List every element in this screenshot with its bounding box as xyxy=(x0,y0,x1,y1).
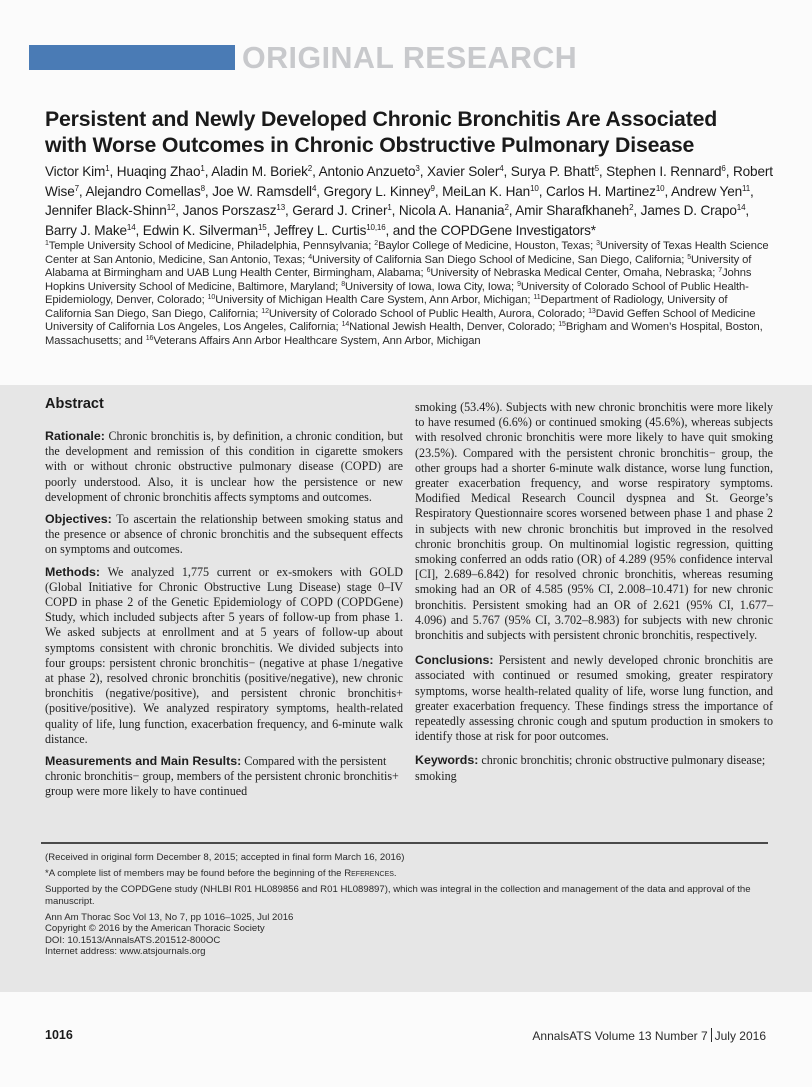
affiliation-number: 14 xyxy=(341,321,350,328)
issue-date: July 2016 xyxy=(714,1029,766,1043)
affiliation-text: University of Texas Health Science Center at San Antonio, Medicine, San Antonio, Texas; xyxy=(45,240,769,266)
affiliation-marker: 2 xyxy=(504,203,509,212)
affiliation-number: 12 xyxy=(261,307,269,315)
author-name: Janos Porszasz xyxy=(182,203,277,218)
affiliation-text: University of Colorado School of Public Health, Aurora, Colorado; xyxy=(268,307,586,320)
abstract-column-right xyxy=(415,400,773,791)
section-text: To ascertain the relationship between smoking status and the presence or absence of chronic bronchitis and the subsequent effects on symptoms and outcomes. xyxy=(45,512,404,557)
affiliation-text: David Geffen School of Medicine University of California Los Angeles, Los Angeles, California; xyxy=(45,307,756,333)
copyright-notice: Copyright © 2016 by the American Thoracic Society xyxy=(45,923,265,935)
author xyxy=(45,203,175,218)
affiliation-text: Brigham and Women’s Hospital, Boston, Massachusetts; and xyxy=(45,321,763,347)
article-title xyxy=(45,106,785,158)
author xyxy=(183,203,285,218)
affiliation-text: University of Alabama at Birmingham and UAB Lung Health Center, Birmingham, Alabama; xyxy=(45,253,752,279)
affiliation-marker: 1 xyxy=(200,164,205,173)
doi[interactable]: DOI: 10.1513/AnnalsATS.201512-800OC xyxy=(45,934,221,946)
author-name: Edwin K. Silverman xyxy=(142,222,258,238)
affiliation-marker: 11 xyxy=(742,183,751,193)
author-name: Joe W. Ramsdell xyxy=(212,183,312,199)
author xyxy=(212,184,316,199)
author-name: MeiLan K. Han xyxy=(442,183,531,199)
affiliation-marker: 15 xyxy=(257,222,267,232)
affiliation-marker: 5 xyxy=(594,164,599,173)
affiliation-text: University of Nebraska Medical Center, Omaha, Nebraska; xyxy=(430,267,716,279)
affiliation-text: University of Michigan Health Care System, Ann Arbor, Michigan; xyxy=(215,294,531,306)
author xyxy=(511,164,599,179)
affiliation-marker: 10 xyxy=(655,183,665,193)
author-name: Alejandro Comellas xyxy=(85,183,201,199)
affiliation-number: 13 xyxy=(588,307,596,315)
affiliation-marker: 2 xyxy=(307,164,313,173)
affiliation-text: National Jewish Health, Denver, Colorado; xyxy=(349,321,556,333)
author xyxy=(85,184,204,199)
running-footer xyxy=(532,1028,766,1043)
citation-block xyxy=(45,912,775,958)
affiliation xyxy=(45,240,371,252)
author-name: Robert Wise xyxy=(45,164,773,199)
section-label: Objectives: xyxy=(45,512,112,527)
affiliation-number: 7 xyxy=(718,267,723,274)
section-text: chronic bronchitis; chronic obstructive pulmonary disease; smoking xyxy=(415,753,766,783)
affiliation-marker: 4 xyxy=(311,183,317,193)
affiliation xyxy=(427,267,716,279)
author xyxy=(292,203,391,218)
abstract-section-results-continued xyxy=(415,400,773,643)
author xyxy=(399,203,509,218)
members-note xyxy=(45,868,775,880)
author-name: Stephen I. Rennard xyxy=(606,164,722,179)
author-name: Andrew Yen xyxy=(670,183,743,199)
received-note: (Received in original form December 8, 2015; accepted in final form March 16, 2016) xyxy=(45,852,405,863)
page-number: 1016 xyxy=(45,1028,73,1042)
section-label: Methods: xyxy=(45,564,101,579)
abstract-heading: Abstract xyxy=(45,396,104,412)
affiliation-number: 5 xyxy=(687,253,692,261)
affiliation-number: 16 xyxy=(145,334,154,342)
members-note-suffix: . xyxy=(393,868,397,879)
internet-address[interactable]: Internet address: www.atsjournals.org xyxy=(45,946,206,958)
section-text: smoking (53.4%). Subjects with new chronic bronchitis were more likely to have resumed (6.6%) or continued smoking (45.6%), whereas subjects with resolved chronic bronchitis were more likely to have quit smoking (23.5%). Compared with the persistent chronic bronchitis− group, the other groups had a shorter 6-minute walk distance, worse lung function, greater exacerbation frequency, and worse respiratory symptoms. Modified Medical Research Council dyspnea and St. George’s Respiratory Questionnaire scores worsened between phase 1 and phase 2 in subjects with new chronic bronchitis but improved in the resolved chronic bronchitis group. On multinomial logistic regression, quitting smoking conferred an odds ratio (OR) of 4.289 (95% confidence interval [CI], 2.689–6.842) for resolved chronic bronchitis, whereas resuming smoking had an OR of 4.585 (95% CI, 2.008–10.471) for new chronic bronchitis. Persistent smoking had an OR of 2.621 (95% CI, 1.677–4.096) and 5.767 (95% CI, 3.702–8.983) for subjects with new chronic bronchitis and subjects with persistent chronic bronchitis, respectively. xyxy=(415,400,773,643)
section-label: Conclusions: xyxy=(415,653,494,668)
abstract-column-left xyxy=(45,429,403,807)
affiliation-marker: 10 xyxy=(530,183,539,193)
author xyxy=(143,223,267,238)
references-link[interactable]: References xyxy=(344,868,394,879)
affiliation-number: 1 xyxy=(45,240,49,247)
author-name: Victor Kim xyxy=(45,164,106,179)
author xyxy=(45,164,110,179)
affiliation-number: 9 xyxy=(517,280,521,288)
journal-issue: AnnalsATS Volume 13 Number 7 xyxy=(532,1029,708,1043)
abstract-section-methods xyxy=(45,565,403,747)
author xyxy=(427,164,504,179)
section-text: Compared with the persistent chronic bronchitis− group, members of the persistent chronic bronchitis+ group were more likely to have continued xyxy=(45,754,399,799)
abstract-section-conclusions xyxy=(415,653,773,744)
author-name: Aladin M. Boriek xyxy=(211,164,308,179)
affiliation-marker: 13 xyxy=(276,203,286,212)
journal-citation: Ann Am Thorac Soc Vol 13, No 7, pp 1016–1025, Jul 2016 xyxy=(45,912,294,923)
affiliation-text: University of Iowa, Iowa City, Iowa; xyxy=(345,280,515,293)
author-name: Amir Sharafkhaneh xyxy=(515,203,630,218)
author-name: Gregory L. Kinney xyxy=(323,183,431,199)
author-name: Carlos H. Martinez xyxy=(545,183,656,199)
affiliation xyxy=(146,335,481,347)
affiliation-list xyxy=(45,240,772,348)
affiliation-number: 8 xyxy=(341,280,345,288)
affiliation-marker: 6 xyxy=(721,164,726,173)
author xyxy=(546,184,664,199)
affiliation xyxy=(374,240,593,252)
section-text: Chronic bronchitis is, by definition, a chronic condition, but the development and remission of this condition in cigarette smokers with or without chronic obstructive pulmonary disease (COPD) are poorly understood. Also, it is unclear how the persistence or new development of chronic bronchitis affects symptoms and outcomes. xyxy=(45,429,403,504)
affiliation-marker: 10,16 xyxy=(366,222,386,232)
author-name: Xavier Soler xyxy=(426,164,500,179)
author-name: James D. Crapo xyxy=(640,203,737,218)
author-name: Nicola A. Hanania xyxy=(398,203,505,218)
author xyxy=(671,184,750,199)
abstract-section-keywords xyxy=(415,753,773,783)
author-name: Gerard J. Criner xyxy=(292,203,388,218)
affiliation xyxy=(342,321,556,333)
author-group: and the COPDGene Investigators* xyxy=(392,222,596,238)
abstract-section-objectives xyxy=(45,512,403,558)
affiliation-number: 10 xyxy=(207,294,216,301)
author xyxy=(117,164,205,179)
author-name: Antonio Anzueto xyxy=(318,164,416,179)
affiliation-text: Johns Hopkins University School of Medicine, Baltimore, Maryland; xyxy=(45,267,752,293)
funding-note: Supported by the COPDGene study (NHLBI R01 HL089856 and R01 HL089897), which was integral in the collection and management of the data and approval of the manuscript. xyxy=(45,884,751,907)
affiliation-text: Baylor College of Medicine, Houston, Texas; xyxy=(378,240,594,252)
affiliation-marker: 14 xyxy=(126,222,136,232)
affiliation-number: 6 xyxy=(426,267,431,274)
author xyxy=(641,203,746,218)
section-label: Rationale: xyxy=(45,429,105,443)
author xyxy=(274,223,386,238)
section-label: ORIGINAL RESEARCH xyxy=(242,40,578,75)
affiliation xyxy=(341,281,514,293)
author xyxy=(211,164,312,179)
affiliation-marker: 12 xyxy=(166,203,176,212)
title-line-2: with Worse Outcomes in Chronic Obstructive Pulmonary Disease xyxy=(45,133,695,157)
author xyxy=(442,184,539,199)
affiliation-text: Department of Radiology, University of California San Diego, San Diego, California; xyxy=(45,294,728,320)
affiliation-marker: 7 xyxy=(74,183,79,193)
banner-bar xyxy=(29,45,235,70)
section-text: Persistent and newly developed chronic bronchitis are associated with continued or resumed smoking, greater respiratory symptoms, worse health-related quality of life, worse lung function, and greater exacerbation frequency. These findings stress the importance of repeatedly assessing chronic cough and sputum production in smokers to identify those at risk for poor outcomes. xyxy=(415,653,773,744)
affiliation-marker: 14 xyxy=(736,203,746,212)
footnote-divider xyxy=(41,842,768,844)
author-name: Huaqing Zhao xyxy=(116,164,201,179)
affiliation-marker: 1 xyxy=(387,203,392,212)
affiliation-number: 4 xyxy=(308,253,312,261)
author-name: Surya P. Bhatt xyxy=(510,164,595,179)
affiliation xyxy=(308,254,684,266)
affiliation-marker: 9 xyxy=(430,183,435,193)
affiliation-number: 15 xyxy=(558,321,566,328)
section-banner xyxy=(0,0,812,100)
abstract-section-results xyxy=(45,754,403,800)
footer-separator xyxy=(711,1028,712,1042)
affiliation-marker: 8 xyxy=(200,183,205,193)
affiliation-marker: 4 xyxy=(499,164,504,173)
author xyxy=(324,184,435,199)
affiliation-text: University of Colorado School of Public Health-Epidemiology, Denver, Colorado; xyxy=(45,280,749,306)
affiliation-marker: 1 xyxy=(105,164,110,173)
author xyxy=(319,164,420,179)
author-name: Jennifer Black-Shinn xyxy=(45,203,167,218)
members-note-text: *A complete list of members may be found before the beginning of the xyxy=(45,868,342,879)
footnotes xyxy=(45,852,775,958)
abstract-section-rationale xyxy=(45,429,403,505)
author-name: Barry J. Make xyxy=(45,222,127,238)
section-label: Keywords: xyxy=(415,753,479,768)
author xyxy=(45,223,136,238)
affiliation-marker: 2 xyxy=(629,203,634,212)
section-text: We analyzed 1,775 current or ex-smokers with GOLD (Global Initiative for Chronic Obstructive Lung Disease) stage 0–IV COPD in phase 2 of the Genetic Epidemiology of COPD (COPDGene) Study, which included subjects after 5 years of follow-up from phase 1. We asked subjects at enrollment and at 5 years of follow-up about symptoms consistent with chronic bronchitis. We divided subjects into four groups: persistent chronic bronchitis− (negative at phase 1/negative at phase 2), resolved chronic bronchitis (positive/negative), new chronic bronchitis (negative/positive), and persistent chronic bronchitis+ (positive/positive). We analyzed respiratory symptoms, health-related quality of life, lung function, exacerbation frequency, and 6-minute walk distance. xyxy=(45,564,403,746)
author xyxy=(515,203,633,218)
title-line-1: Persistent and Newly Developed Chronic Bronchitis Are Associated xyxy=(45,107,718,131)
author-name: Jeffrey L. Curtis xyxy=(273,222,367,238)
affiliation xyxy=(208,294,531,306)
affiliation-number: 11 xyxy=(533,294,541,301)
section-label: Measurements and Main Results: xyxy=(45,754,242,769)
affiliation-text: Veterans Affairs Ann Arbor Healthcare System, Ann Arbor, Michigan xyxy=(153,334,481,347)
affiliation-number: 2 xyxy=(374,240,379,247)
affiliation-marker: 3 xyxy=(415,164,420,173)
affiliation-text: University of California San Diego School of Medicine, San Diego, California; xyxy=(311,253,685,266)
affiliation xyxy=(261,308,585,320)
affiliation-text: Temple University School of Medicine, Philadelphia, Pennsylvania; xyxy=(48,240,372,252)
author-list: Victor Kim$^1$, Huaqing Zhao$^1$, Aladin M. Boriek$^2$, Antonio Anzueto$^3$, Xavier Soler$^4$, Surya P. Bhatt$^5$, Stephen I. Rennard$^6$, Robert Wise$^7$, Alejandro Comellas$^8$, Joe W. Ramsdell$^4$, Gregory L. Kinney$^9$, MeiLan K. Han$^{10}$, Carlos H. Martinez$^{10}$, Andrew Yen$^{11}$, Jennifer Black-Shinn$^{12}$, Janos Porszasz$^{13}$, Gerard J. Criner$^1$, Nicola A. Hanania$^2$, Amir Sharafkhaneh$^2$, James D. Crapo$^{14}$, Barry J. Make$^{14}$, Edwin K. Silverman$^{15}$, Jeffrey L. Curtis$^{10,16}$, and the COPDGene Investigators* xyxy=(45,164,773,238)
affiliation-number: 3 xyxy=(596,240,600,247)
author xyxy=(606,164,726,179)
